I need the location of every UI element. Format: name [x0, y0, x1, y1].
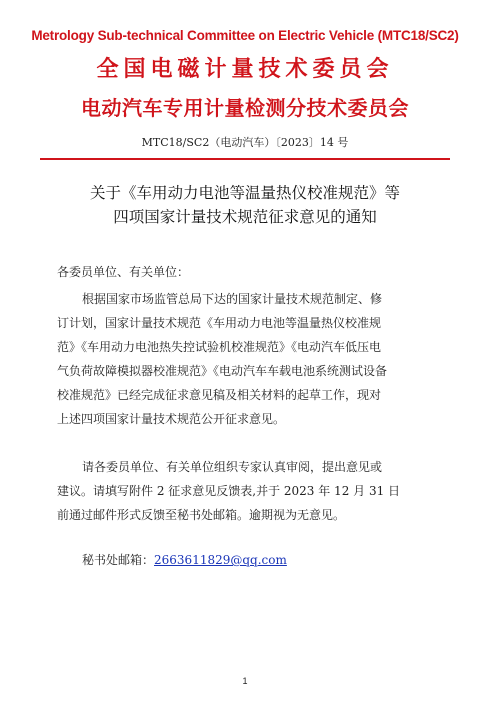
header-divider: [40, 158, 450, 160]
notice-heading-line-2: 四项国家计量技术规范征求意见的通知: [113, 208, 377, 226]
email-link[interactable]: 2663611829@qq.com: [154, 553, 287, 567]
secretariat-email-line: [82, 551, 287, 568]
paragraph-2: [57, 455, 437, 527]
notice-heading-line-1: 关于《车用动力电池等温量热仪校准规范》等: [89, 184, 400, 202]
paragraph-line: 请各委员单位、有关单位组织专家认真审阅，提出意见或: [82, 460, 383, 474]
paragraph-line: 上述四项国家计量技术规范公开征求意见。: [57, 412, 286, 426]
chinese-committee-title: 全国电磁计量技术委员会: [96, 56, 394, 82]
chinese-subcommittee-title: 电动汽车专用计量检测分技术委员会: [81, 96, 409, 120]
email-label: 秘书处邮箱：: [82, 553, 155, 567]
paragraph-1: [57, 287, 437, 431]
paragraph-line: 建议。请填写附件 2 征求意见反馈表,并于 2023 年 12 月 31 日: [57, 484, 401, 498]
paragraph-line: 前通过邮件形式反馈至秘书处邮箱。逾期视为无意见。: [57, 508, 346, 522]
paragraph-line: 根据国家市场监管总局下达的国家计量技术规范制定、修: [82, 292, 383, 306]
salutation: 各委员单位、有关单位：: [57, 265, 190, 279]
paragraph-line: 气负荷故障模拟器校准规范》《电动汽车车载电池系统测试设备: [57, 364, 388, 378]
page-number: 1: [242, 676, 248, 686]
document-number: MTC18/SC2（电动汽车）〔2023〕14 号: [141, 136, 349, 149]
paragraph-line: 范》《车用动力电池热失控试验机校准规范》《电动汽车低压电: [57, 340, 382, 354]
paragraph-line: 校准规范》已经完成征求意见稿及相关材料的起草工作，现对: [57, 388, 382, 402]
english-committee-title: Metrology Sub-technical Committee on Electric Vehicle (MTC18/SC2): [31, 28, 459, 43]
paragraph-line: 订计划，国家计量技术规范《车用动力电池等温量热仪校准规: [57, 316, 382, 330]
